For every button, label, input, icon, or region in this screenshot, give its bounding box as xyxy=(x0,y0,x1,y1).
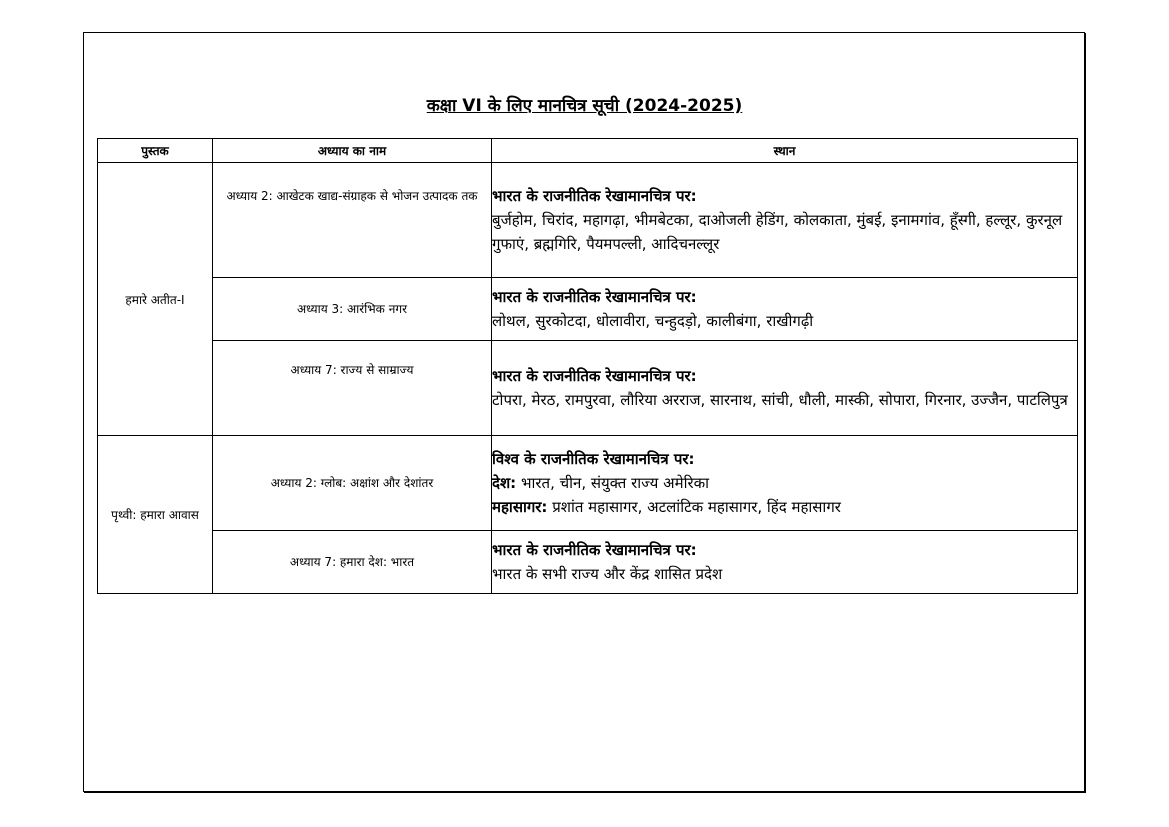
map-heading: विश्व के राजनीतिक रेखामानचित्र पर: xyxy=(492,450,695,468)
map-heading: भारत के राजनीतिक रेखामानचित्र पर: xyxy=(492,367,697,385)
location-cell xyxy=(492,163,1078,278)
table-header-row xyxy=(98,139,1078,163)
oceans-list: प्रशांत महासागर, अटलांटिक महासागर, हिंद महासागर xyxy=(552,498,841,516)
table-row xyxy=(98,163,1078,278)
chapter-name: अध्याय 7: हमारा देश: भारत xyxy=(213,531,492,594)
location-cell xyxy=(492,436,1078,531)
table-row xyxy=(98,531,1078,594)
map-heading: भारत के राजनीतिक रेखामानचित्र पर: xyxy=(492,288,697,306)
table-row xyxy=(98,278,1078,341)
map-heading: भारत के राजनीतिक रेखामानचित्र पर: xyxy=(492,541,697,559)
countries-line xyxy=(492,474,709,492)
map-heading: भारत के राजनीतिक रेखामानचित्र पर: xyxy=(492,187,697,205)
table-row xyxy=(98,436,1078,531)
chapter-name: अध्याय 3: आरंभिक नगर xyxy=(213,278,492,341)
countries-label: देश: xyxy=(492,474,517,492)
places-list: भारत के सभी राज्य और केंद्र शासित प्रदेश xyxy=(492,565,723,583)
table-row xyxy=(98,341,1078,436)
location-cell xyxy=(492,341,1078,436)
places-list: बुर्जहोम, चिरांद, महागढ़ा, भीमबेटका, दाओजली हेडिंग, कोलकाता, मुंबई, इनामगांव, हूँस्गी, हल्लूर, कुरनूल गुफाएं, ब्रह्मगिरि, पैयमपल्ली, आदिचनल्लूर xyxy=(492,211,1063,253)
map-list-table xyxy=(97,138,1078,594)
places-list: लोथल, सुरकोटदा, धोलावीरा, चन्हुदड़ो, कालीबंगा, राखीगढ़ी xyxy=(492,312,814,330)
chapter-name: अध्याय 7: राज्य से साम्राज्य xyxy=(213,341,492,436)
page-title: कक्षा VI के लिए मानचित्र सूची (2024-2025) xyxy=(426,96,743,116)
oceans-line xyxy=(492,498,841,516)
chapter-name: अध्याय 2: आखेटक खाद्य-संग्राहक से भोजन उत्पादक तक xyxy=(213,163,492,278)
location-cell xyxy=(492,278,1078,341)
book-name: हमारे अतीत-I xyxy=(98,163,213,436)
location-cell xyxy=(492,531,1078,594)
header-location: स्थान xyxy=(492,139,1078,163)
header-book: पुस्तक xyxy=(98,139,213,163)
countries-list: भारत, चीन, संयुक्त राज्य अमेरिका xyxy=(520,474,709,492)
oceans-label: महासागर: xyxy=(492,498,548,516)
places-list: टोपरा, मेरठ, रामपुरवा, लौरिया अरराज, सारनाथ, सांची, धौली, मास्की, सोपारा, गिरनार, उज्जैन, पाटलिपुत्र xyxy=(492,391,1068,409)
chapter-name: अध्याय 2: ग्लोब: अक्षांश और देशांतर xyxy=(213,436,492,531)
book-name: पृथ्वी: हमारा आवास xyxy=(98,436,213,594)
header-chapter: अध्याय का नाम xyxy=(213,139,492,163)
